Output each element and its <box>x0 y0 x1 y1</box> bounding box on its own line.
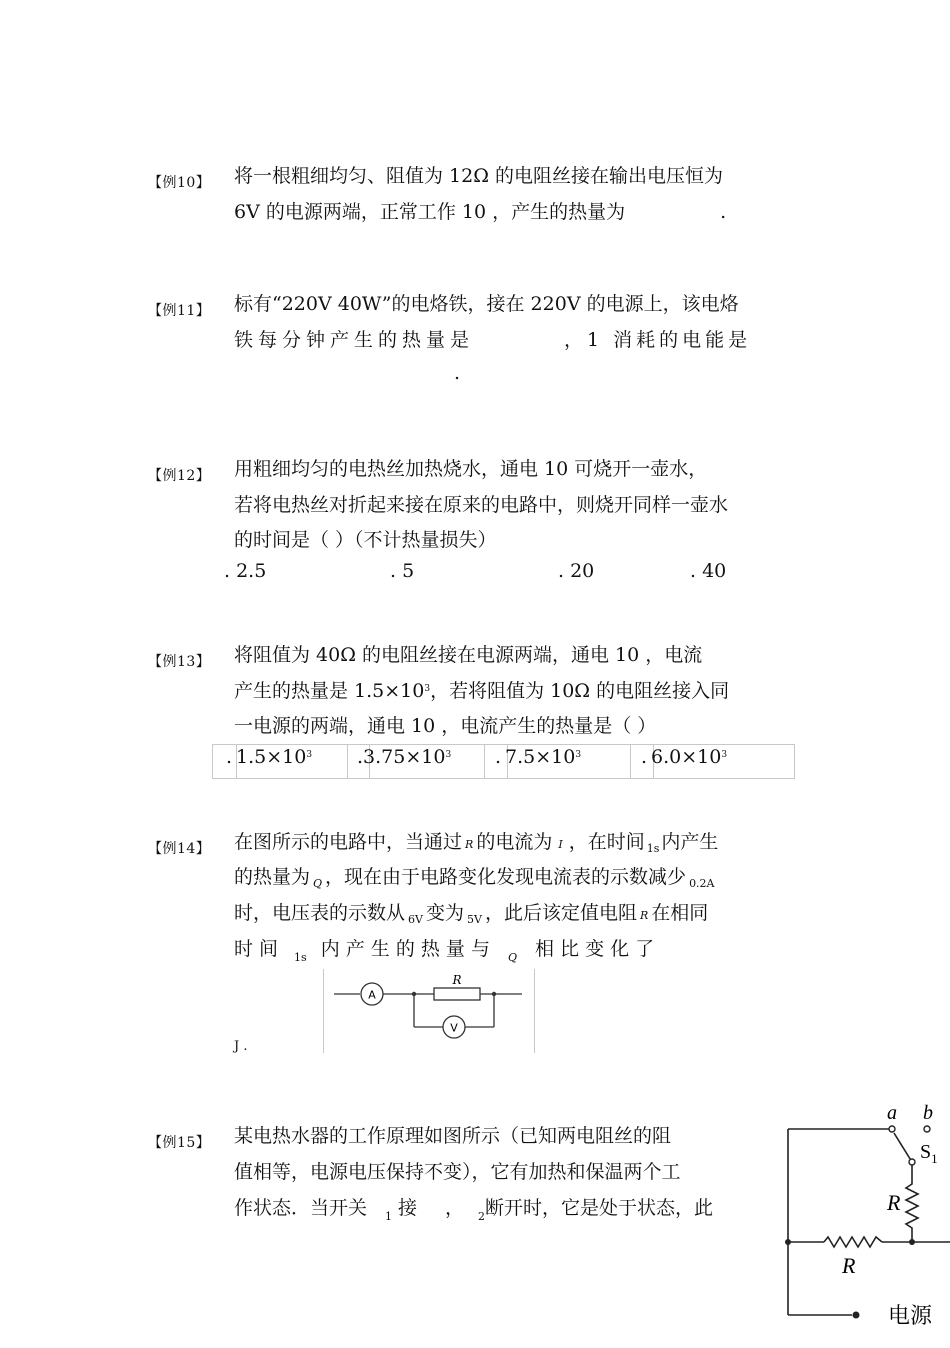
q14-line-4 <box>234 934 654 964</box>
q14-line-3-a: 时，电压表的示数从 <box>234 902 406 924</box>
q12-tag: 【例12】 <box>148 468 211 484</box>
q10-blank-end: . <box>720 201 727 223</box>
q15-resistor-label-horizontal: R <box>842 1253 856 1278</box>
q13-option-a[interactable] <box>226 746 312 768</box>
q15-tag: 【例15】 <box>148 1135 211 1151</box>
q14-line-4-a: 时 间 <box>234 938 279 960</box>
q11-line-2 <box>234 325 751 352</box>
q14-symbol-R-2: R <box>639 909 649 922</box>
q14-line-4-c: 相 比 变 化 了 <box>534 938 655 960</box>
q14-symbol-R: R <box>465 838 474 851</box>
q14-line-1-b: 的电流为 <box>476 831 553 853</box>
q15-line-2: 值相等，电源电压保持不变），它有加热和保温两个工 <box>234 1161 681 1183</box>
q13-option-c-dot: . <box>495 746 502 768</box>
q15-source-label: 电源 <box>888 1304 933 1329</box>
q15-switch-1-index: 1 <box>385 1210 393 1223</box>
q14-line-1 <box>234 827 718 855</box>
q15-switch-2-index: 2 <box>478 1210 486 1223</box>
q15-line-3-d: 断开时，它是处于状态，此 <box>485 1197 714 1219</box>
q15-resistor-label-vertical: R <box>887 1190 901 1215</box>
q13-table-divider <box>630 744 631 779</box>
q12-line-2: 若将电热丝对折起来接在原来的电路中，则烧开同样一壶水 <box>234 494 729 516</box>
q13-option-b-value: 3.75×10 <box>363 746 446 768</box>
q13-table-divider <box>484 744 485 779</box>
q13-option-a-value: 1.5×10 <box>236 746 307 768</box>
q12-line-3: 的时间是（ ）（不计热量损失） <box>234 529 497 551</box>
q11-line-2-b: ，1 消耗的电能是 <box>564 329 752 351</box>
q14-line-1-c: ，在时间 <box>568 831 645 853</box>
q15-line-3 <box>234 1193 713 1223</box>
q14-circuit-svg <box>324 969 534 1053</box>
q14-line-2-a: 的热量为 <box>234 866 311 888</box>
q14-voltage-6v: 6V <box>408 913 423 926</box>
q14-tag: 【例14】 <box>148 841 211 857</box>
q14-time-1s: 1s <box>646 842 660 855</box>
q13-line-3: 一电源的两端，通电 10 ，电流产生的热量是（ ） <box>234 715 657 737</box>
q13-option-a-dot: . <box>226 746 233 768</box>
q14-delta-current: 0.2A <box>689 877 715 890</box>
q10-tag: 【例10】 <box>148 175 211 191</box>
q10-line-1: 将一根粗细均匀、阻值为 12Ω 的电阻丝接在输出电压恒为 <box>234 165 724 187</box>
q15-terminal-a: a <box>887 1102 897 1124</box>
q14-line-3-d: 在相同 <box>651 902 709 924</box>
q13-option-c-value: 7.5×10 <box>505 746 576 768</box>
q12-option-d[interactable]: . 40 <box>690 560 727 582</box>
q11-line-3: . <box>454 362 461 384</box>
q14-voltage-5v: 5V <box>466 913 482 926</box>
q13-option-c-exp: 3 <box>575 750 582 760</box>
q13-option-a-exp: 3 <box>306 750 313 760</box>
q15-line-1: 某电热水器的工作原理如图所示（已知两电阻丝的阻 <box>234 1125 672 1147</box>
q14-symbol-Q-2: Q <box>507 951 517 964</box>
q11-line-2-a: 铁每分钟产生的热量是 <box>234 329 475 351</box>
q14-line-1-d: 内产生 <box>661 831 719 853</box>
q12-line-1: 用粗细均匀的电热丝加热烧水，通电 10 可烧开一壶水， <box>234 458 708 480</box>
q14-resistor-label: R <box>452 973 462 987</box>
q15-circuit-svg <box>780 1092 950 1344</box>
q10-line-2-text: 6V 的电源两端，正常工作 10 ，产生的热量为 <box>234 201 626 223</box>
q13-option-b-exp: 3 <box>445 750 452 760</box>
q15-line-3-a: 作状态．当开关 <box>234 1197 368 1219</box>
q13-line-2 <box>234 676 729 703</box>
q10-line-2 <box>234 197 726 224</box>
q15-terminal-b: b <box>923 1102 933 1124</box>
q14-time-1s-2: 1s <box>294 951 307 964</box>
q13-table-divider <box>347 744 348 779</box>
q13-line-2-b: ，若将阻值为 10Ω 的电阻丝接入同 <box>430 680 730 702</box>
q15-line-3-c: ， <box>445 1197 465 1219</box>
q14-line-2-b: ，现在由于电路变化发现电流表的示数减少 <box>325 866 687 888</box>
q14-symbol-Q: Q <box>313 877 323 890</box>
q13-option-d-value: 6.0×10 <box>651 746 722 768</box>
q13-option-d-exp: 3 <box>721 750 728 760</box>
q12-option-b[interactable]: . 5 <box>390 560 415 582</box>
q11-line-1: 标有“220V 40W”的电烙铁，接在 220V 的电源上，该电烙 <box>234 293 739 315</box>
q15-switch-S: S <box>920 1141 932 1163</box>
q14-line-5: J . <box>234 1039 248 1054</box>
q14-circuit-figure <box>323 969 535 1053</box>
q14-line-3 <box>234 898 708 926</box>
q12-option-a[interactable]: . 2.5 <box>224 560 267 582</box>
q14-symbol-I: I <box>558 838 563 851</box>
q13-option-b-dot: . <box>357 746 364 768</box>
q14-line-3-b: 变为 <box>425 902 464 924</box>
q12-option-c[interactable]: . 20 <box>558 560 595 582</box>
q14-ammeter-label: A <box>368 988 376 1002</box>
q13-line-2-a: 产生的热量是 1.5×10 <box>234 680 425 702</box>
q11-tag: 【例11】 <box>148 303 211 319</box>
q15-switch-label <box>920 1141 938 1166</box>
q14-line-1-a: 在图所示的电路中，当通过 <box>234 831 463 853</box>
q13-option-d-dot: . <box>641 746 648 768</box>
q13-option-b[interactable] <box>357 746 451 768</box>
q13-tag: 【例13】 <box>148 654 211 670</box>
q15-switch-sub: 1 <box>931 1151 938 1166</box>
q13-line-1: 将阻值为 40Ω 的电阻丝接在电源两端，通电 10 ，电流 <box>234 644 703 666</box>
q13-option-d[interactable] <box>641 746 727 768</box>
q13-line-2-sup: 3 <box>424 684 431 694</box>
q15-circuit-figure <box>780 1092 950 1344</box>
q13-option-c[interactable] <box>495 746 581 768</box>
q14-line-4-b: 内 产 生 的 热 量 与 <box>320 938 490 960</box>
q15-line-3-b: 接 <box>398 1197 418 1219</box>
q14-line-2 <box>234 862 715 890</box>
q14-voltmeter-label: V <box>450 1021 458 1035</box>
q14-line-3-c: ，此后该定值电阻 <box>484 902 637 924</box>
